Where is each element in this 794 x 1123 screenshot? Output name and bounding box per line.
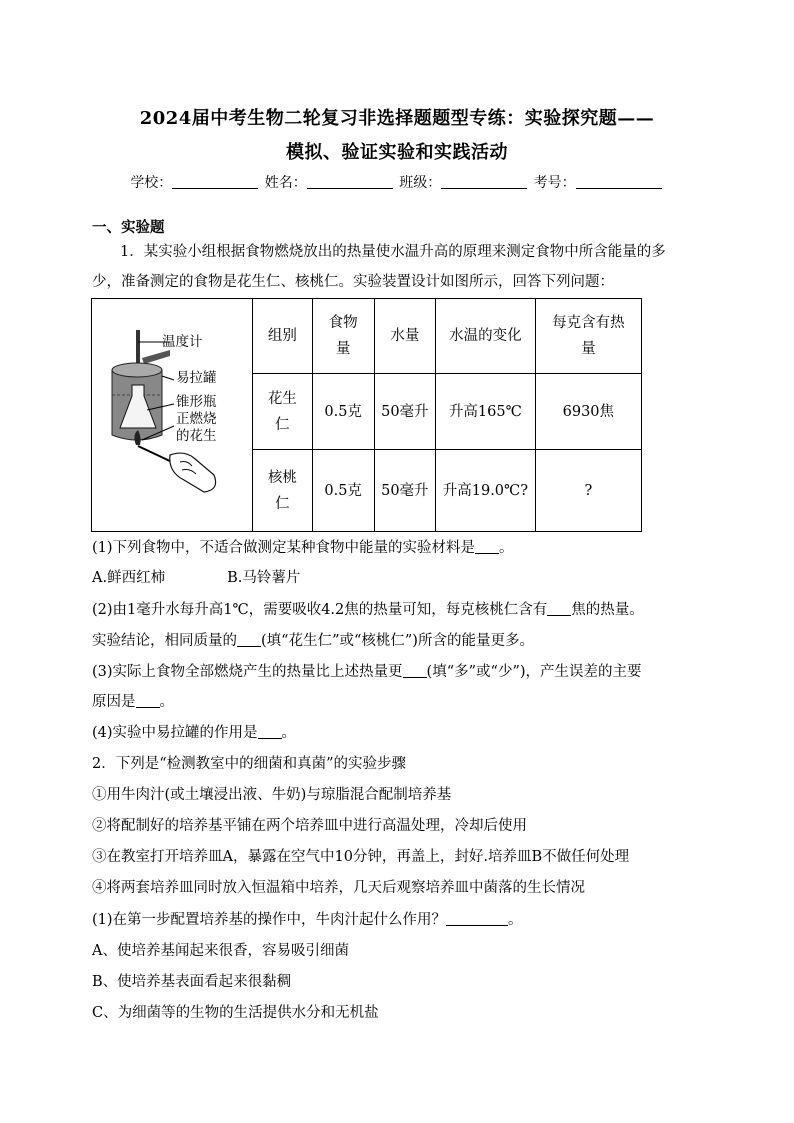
exam-no-blank[interactable] — [576, 174, 662, 189]
experiment-table — [91, 298, 642, 532]
school-label: 学校： — [130, 175, 173, 191]
q1-sub3-line1 — [92, 660, 642, 681]
q2-step2: ②将配制好的培养基平铺在两个培养皿中进行高温处理，冷却后使用 — [92, 818, 527, 834]
q1-sub3-end: (填“多”或“少”)，产生误差的主要 — [426, 664, 642, 680]
apparatus-figure-cell — [92, 299, 253, 532]
q2-step4: ④将两套培养皿同时放入恒温箱中培养，几天后观察培养皿中菌落的生长情况 — [92, 880, 585, 896]
cell-group: 核桃仁 — [253, 450, 313, 532]
hand-shape — [170, 453, 216, 492]
q1-sub1-end: 。 — [499, 540, 514, 556]
q1-sub3-text: (3)实际上食物全部燃烧产生的热量比上述热量更 — [92, 664, 403, 680]
q2-stem: 2．下列是“检测教室中的细菌和真菌”的实验步骤 — [92, 756, 407, 772]
cell-food: 0.5克 — [312, 374, 374, 450]
cell-water: 50毫升 — [374, 374, 436, 450]
header-food: 食物量 — [312, 299, 374, 374]
clamp-shape — [142, 350, 170, 364]
exam-no-label: 考号： — [533, 175, 576, 191]
q1-sub2-line2-end: (填“花生仁”或“核桃仁”)所含的能量更多。 — [261, 633, 534, 649]
page-title-line1: 2024届中考生物二轮复习非选择题题型专练：实验探究题—— — [139, 108, 655, 129]
q1-sub2-end: 焦的热量。 — [571, 602, 644, 618]
option-a: A.鲜西红柿 — [92, 570, 166, 586]
q1-sub2-line2 — [92, 629, 534, 650]
q1-sub3-line2 — [92, 690, 174, 711]
can-pointer — [162, 376, 174, 380]
needle-shape — [138, 446, 172, 462]
q1-sub1 — [92, 536, 514, 557]
q1-sub4 — [92, 721, 296, 742]
answer-blank[interactable] — [446, 911, 508, 926]
q2-sub1-text: (1)在第一步配置培养基的操作中，牛肉汁起什么作用？ — [92, 912, 447, 928]
answer-blank[interactable] — [475, 539, 499, 554]
answer-blank[interactable] — [136, 693, 160, 708]
q1-sub3-line2-text: 原因是 — [92, 694, 136, 710]
q1-sub2-text: (2)由1毫升水每升高1℃，需要吸收4.2焦的热量可知，每克核桃仁含有 — [92, 602, 548, 618]
q2-sub1-end: 。 — [508, 912, 523, 928]
option-b: B.马铃薯片 — [227, 570, 301, 586]
header-group: 组别 — [253, 299, 313, 374]
q2-step3: ③在教室打开培养皿A，暴露在空气中10分钟，再盖上，封好.培养皿B不做任何处理 — [92, 849, 630, 865]
q1-stem-line2: 少，准备测定的食物是花生仁、核桃仁。实验装置设计如图所示，回答下列问题： — [92, 274, 614, 290]
label-flask: 锥形瓶 — [176, 394, 217, 410]
can-top — [112, 363, 162, 377]
apparatus-figure — [92, 300, 252, 530]
answer-blank[interactable] — [258, 724, 282, 739]
cell-water: 50毫升 — [374, 450, 436, 532]
name-label: 姓名： — [264, 175, 307, 191]
header-water: 水量 — [374, 299, 436, 374]
q1-sub2-line2-text: 实验结论，相同质量的 — [92, 633, 237, 649]
cell-heat: 6930焦 — [535, 374, 641, 450]
q1-sub3-line2-end: 。 — [159, 694, 174, 710]
class-blank[interactable] — [441, 174, 527, 189]
student-info-row — [0, 172, 794, 192]
q1-sub4-text: (4)实验中易拉罐的作用是 — [92, 725, 258, 741]
q2-step1: ①用牛肉汁(或土壤浸出液、牛奶)与琼脂混合配制培养基 — [92, 787, 452, 803]
cell-change: 升高165℃ — [436, 374, 536, 450]
cell-group: 花生仁 — [253, 374, 313, 450]
school-blank[interactable] — [172, 174, 258, 189]
label-can: 易拉罐 — [176, 370, 217, 386]
q1-sub2-line1 — [92, 598, 644, 619]
q2-option-a: A、使培养基闻起来很香，容易吸引细菌 — [92, 943, 349, 959]
q1-sub1-options — [92, 566, 300, 587]
q1-sub1-text: (1)下列食物中，不适合做测定某种食物中能量的实验材料是 — [92, 540, 476, 556]
section-title: 一、实验题 — [92, 219, 165, 236]
q1-sub4-end: 。 — [281, 725, 297, 741]
cell-heat: ? — [535, 450, 641, 532]
label-burning-line1: 正燃烧 — [176, 411, 217, 427]
name-blank[interactable] — [307, 174, 393, 189]
answer-blank[interactable] — [547, 601, 571, 616]
label-thermometer: 温度计 — [162, 334, 203, 350]
q2-sub1 — [92, 908, 523, 929]
header-heat: 每克含有热量 — [535, 299, 641, 374]
cell-change: 升高19.0℃? — [436, 450, 536, 532]
header-change: 水温的变化 — [436, 299, 536, 374]
class-label: 班级： — [399, 175, 442, 191]
q2-option-b: B、使培养基表面看起来很黏稠 — [92, 974, 292, 990]
cell-food: 0.5克 — [312, 450, 374, 532]
answer-blank[interactable] — [237, 632, 261, 647]
answer-blank[interactable] — [403, 663, 427, 678]
q2-option-c: C、为细菌等的生物的生活提供水分和无机盐 — [92, 1005, 379, 1021]
label-burning-line2: 的花生 — [176, 428, 217, 444]
page-title-line2: 模拟、验证实验和实践活动 — [286, 142, 508, 163]
q1-stem-line1: 1．某实验小组根据食物燃烧放出的热量使水温升高的原理来测定食物中所含能量的多 — [120, 244, 666, 260]
